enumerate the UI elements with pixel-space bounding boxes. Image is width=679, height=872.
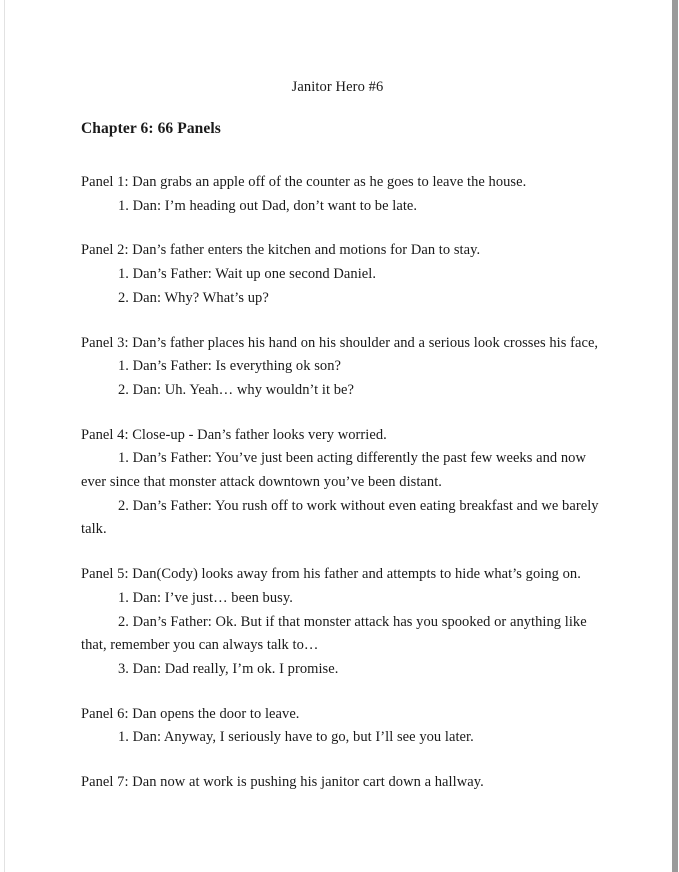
running-header: Janitor Hero #6	[291, 79, 384, 95]
panel-description: Panel 5: Dan(Cody) looks away from his father and attempts to hide what’s going on.	[81, 566, 581, 583]
panel-block	[81, 563, 602, 682]
dialogue-line: 1. Dan’s Father: Wait up one second Daniel.	[118, 266, 377, 283]
panel-block	[81, 424, 602, 543]
dialogue-line: 1. Dan: Anyway, I seriously have to go, but I’ll see you later.	[118, 729, 474, 746]
panel-description: Panel 4: Close-up - Dan’s father looks very worried.	[81, 426, 387, 443]
panel-block	[81, 703, 602, 750]
dialogue-line: 1. Dan: I’ve just… been busy.	[118, 589, 293, 606]
chapter-heading: Chapter 6: 66 Panels	[81, 120, 221, 137]
dialogue-line: 1. Dan’s Father: Is everything ok son?	[118, 358, 341, 375]
dialogue-line: 2. Dan’s Father: You rush off to work without even eating breakfast and we barely talk.	[81, 497, 599, 538]
panel-description: Panel 7: Dan now at work is pushing his janitor cart down a hallway.	[81, 774, 484, 791]
document-page	[5, 0, 670, 872]
dialogue-line: 2. Dan’s Father: Ok. But if that monster attack has you spooked or anything like that, remember you can always talk to…	[81, 613, 587, 654]
dialogue-line: 3. Dan: Dad really, I’m ok. I promise.	[118, 660, 339, 677]
dialogue-line: 2. Dan: Uh. Yeah… why wouldn’t it be?	[118, 381, 354, 398]
dialogue-line: 1. Dan’s Father: You’ve just been acting differently the past few weeks and now ever since that monster attack downtown you’ve been distant.	[81, 450, 586, 491]
panel-block	[81, 332, 602, 403]
right-edge-shadow	[672, 0, 678, 872]
document-body	[81, 118, 602, 795]
panel-description: Panel 6: Dan opens the door to leave.	[81, 705, 300, 722]
panel-block	[81, 239, 602, 310]
panel-description: Panel 2: Dan’s father enters the kitchen and motions for Dan to stay.	[81, 242, 481, 259]
panel-block	[81, 771, 602, 795]
dialogue-line: 2. Dan: Why? What’s up?	[118, 289, 269, 306]
panel-description: Panel 1: Dan grabs an apple off of the counter as he goes to leave the house.	[81, 174, 527, 190]
panel-block	[81, 171, 602, 218]
panel-description: Panel 3: Dan’s father places his hand on his shoulder and a serious look crosses his face,	[81, 334, 599, 351]
dialogue-line: 1. Dan: I’m heading out Dad, don’t want to be late.	[118, 197, 418, 214]
